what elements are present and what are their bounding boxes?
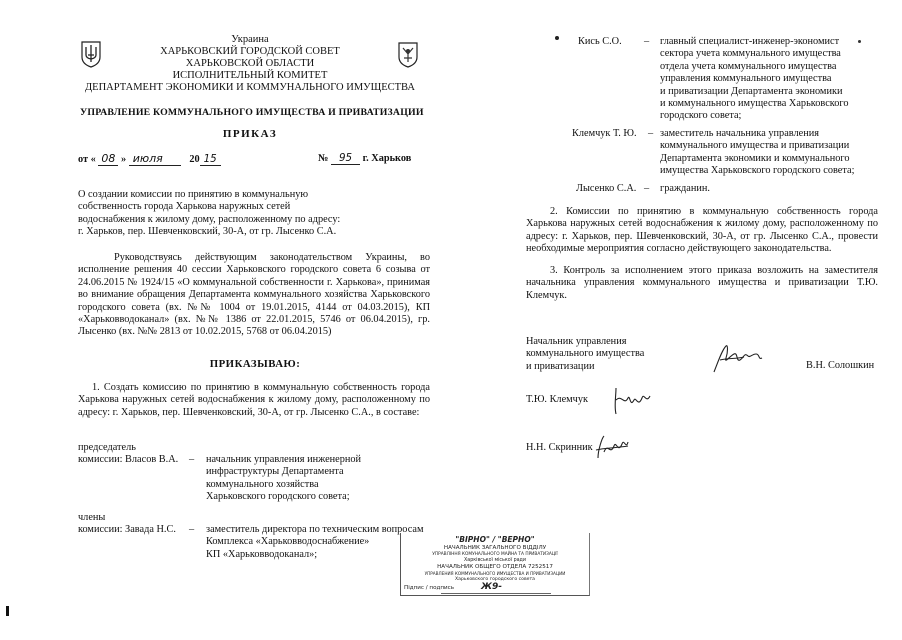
header-line-1: ХАРЬКОВСКИЙ ГОРОДСКОЙ СОВЕТ: [160, 46, 340, 57]
members-label-line: члены: [78, 512, 106, 523]
kis-role: [660, 36, 849, 123]
klem-role: [660, 128, 854, 178]
members-dash: –: [189, 524, 195, 535]
lysenko-name: Лысенко С.А.: [576, 183, 637, 194]
klem-name: Клемчук Т. Ю.: [572, 128, 637, 139]
stamp-line: Харьковского городского совета: [455, 577, 535, 582]
members-role-line: заместитель директора по техническим вопросам: [206, 524, 424, 535]
order-number: 95: [331, 152, 360, 165]
scan-mark: [6, 606, 9, 616]
subject-line: водоснабжения к жилому дому, расположенному по адресу:: [78, 213, 341, 225]
chair-role-line: коммунального хозяйства: [206, 478, 319, 490]
order-number-label: №: [318, 153, 329, 164]
stamp-line: НАЧАЛЬНИК ОБЩЕГО ОТДЕЛА 7252517: [437, 564, 553, 570]
subject-line: г. Харьков, пер. Шевченковский, 30-А, от гр. Лысенко С.А.: [78, 226, 337, 238]
stamp-line: УПРАВЛЕНИЯ КОММУНАЛЬНОГО ИМУЩЕСТВА И ПРИВАТИЗАЦИИ: [424, 571, 566, 576]
kis-role-line: и коммунального имущества Харьковского: [660, 98, 849, 110]
stamp-title: "ВІРНО" / "ВЕРНО": [455, 535, 535, 544]
coat-of-arms-icon: [80, 40, 102, 68]
members-role-line: Комплекса «Харьковводоснабжение»: [206, 536, 370, 548]
order-city: г. Харьков: [362, 153, 412, 164]
kis-role-line: и приватизации Департамента экономики: [660, 85, 843, 97]
order-day: 08: [98, 152, 118, 166]
signatory-title-line: Начальник управления: [526, 336, 627, 347]
certification-stamp: [400, 533, 590, 596]
scan-mark: [858, 40, 861, 43]
signatory-title-line: коммунального имущества: [526, 348, 645, 360]
members-role-line: КП «Харьковводоканал»;: [206, 548, 318, 560]
klem-role-line: коммунального имущества и приватизации: [660, 140, 850, 152]
order-year-suffix: 15: [200, 153, 221, 166]
item-1-text: 1. Создать комиссию по принятию в коммунальную собственность города Харькова наружных сетей водоснабжения к жилому дому, расположенному по адресу: г. Харьков, пер. Шевченковский, 30-А, от гр. Лысенко С.А., в составе:: [78, 382, 430, 418]
order-from: от «: [78, 154, 96, 165]
order-day-close: »: [120, 154, 127, 165]
city-emblem-icon: [398, 42, 418, 68]
kis-name: Кись С.О.: [578, 36, 622, 47]
signature-soloshkin: [710, 342, 766, 381]
item-2-text: 2. Комиссии по принятию в коммунальную собственность города Харькова наружных сетей водоснабжения к жилому дому, расположенному по адресу: г. Харьков, пер. Шевченковский, 30-А, от гр. Лысенко С.А., провести необходимые мероприятия согласно действующего законодательства.: [526, 206, 878, 255]
order-keyword: ПРИКАЗЫВАЮ:: [209, 358, 301, 370]
stamp-line: УПРАВЛІННЯ КОМУНАЛЬНОГО МАЙНА ТА ПРИВАТИЗАЦІЇ: [432, 552, 558, 557]
department-heading: УПРАВЛЕНИЕ КОММУНАЛЬНОГО ИМУЩЕСТВА И ПРИВАТИЗАЦИИ: [80, 107, 424, 118]
klem-role-line: Департамента экономики и коммунального: [660, 152, 850, 164]
order-number-block: [318, 152, 411, 164]
document-type: ПРИКАЗ: [222, 128, 278, 140]
subject-block: [78, 189, 388, 239]
signatory-name: В.Н. Солошкин: [806, 360, 875, 371]
subject-line: О создании комиссии по принятию в коммунальную: [78, 189, 309, 200]
kis-role-line: отдела учета коммунального имущества: [660, 60, 837, 72]
chair-role-line: Харьковского городского совета;: [206, 491, 350, 503]
members-role: [206, 524, 423, 561]
klem-role-line: заместитель начальника управления: [660, 128, 819, 139]
chair-dash: –: [189, 454, 195, 465]
stamp-line: НАЧАЛЬНИК ЗАГАЛЬНОГО ВІДДІЛУ: [443, 545, 547, 551]
header-line-3: ИСПОЛНИТЕЛЬНЫЙ КОМИТЕТ: [172, 70, 328, 81]
kis-role-line: сектора учета коммунального имущества: [660, 48, 841, 60]
kis-role-line: главный специалист-инженер-экономист: [660, 36, 840, 47]
members-label: [78, 512, 176, 537]
scan-mark: [555, 36, 559, 40]
stamp-sign-underline: [441, 593, 551, 594]
members-label-name: комиссии: Завада Н.С.: [78, 524, 176, 536]
lysenko-dash: –: [644, 183, 650, 194]
subject-line: собственность города Харькова наружных сетей: [78, 201, 291, 213]
preamble-text: Руководствуясь действующим законодательством Украины, во исполнение решения 40 сессии Харьковского городского совета 6 созыва от 24.06.2015 № 1924/15 «О коммунальной собственности г. Харькова», принимая во внимание обращения Департамента коммунального хозяйства Харьковского городского совета (вх. №№ 1004 от 19.01.2015, 4144 от 04.03.2015), КП «Харьковводоканал» (вх. №№ 1386 от 22.01.2015, 5746 от 06.04.2015), гр. Лысенко (вх. №№ 2813 от 10.02.2015, 5768 от 06.04.2015): [78, 252, 430, 338]
header-country: Украина: [231, 34, 269, 45]
signatory-title: [526, 336, 644, 373]
signature-skrinnik: [594, 432, 632, 469]
stamp-sign-value: Ж9-: [481, 582, 503, 592]
header-line-4: ДЕПАРТАМЕНТ ЭКОНОМИКИ И КОММУНАЛЬНОГО ИМУЩЕСТВА: [85, 82, 415, 93]
chair-role: [206, 454, 361, 504]
klemchuk-visa-name: Т.Ю. Клемчук: [526, 394, 588, 405]
header-line-2: ХАРЬКОВСКОЙ ОБЛАСТИ: [185, 58, 315, 69]
stamp-sign-label: Підпис / подпись: [404, 585, 455, 591]
stamp-line: Харківської міської ради: [463, 558, 526, 563]
klem-role-line: имущества Харьковского городского совета;: [660, 165, 855, 177]
lysenko-role: гражданин.: [660, 183, 710, 194]
signature-klemchuk: [610, 384, 656, 423]
kis-role-line: городского совета;: [660, 110, 742, 122]
chair-role-line: начальник управления инженерной: [206, 454, 362, 465]
kis-dash: –: [644, 36, 650, 47]
skrinnik-visa-name: Н.Н. Скринник: [526, 442, 593, 453]
signatory-title-line: и приватизации: [526, 360, 595, 372]
item-3-text: 3. Контроль за исполнением этого приказа возложить на заместителя начальника управления коммунального имущества и приватизации Т.Ю. Клемчук.: [526, 265, 878, 301]
order-month: июля: [129, 152, 181, 166]
chair-label: [78, 442, 178, 467]
chair-role-line: инфраструктуры Департамента: [206, 466, 344, 478]
chair-label-name: комиссии: Власов В.А.: [78, 454, 179, 466]
order-year-prefix: 20: [189, 154, 200, 165]
kis-role-line: управления коммунального имущества: [660, 73, 832, 85]
klem-dash: –: [648, 128, 654, 139]
chair-label-line: председатель: [78, 442, 136, 453]
